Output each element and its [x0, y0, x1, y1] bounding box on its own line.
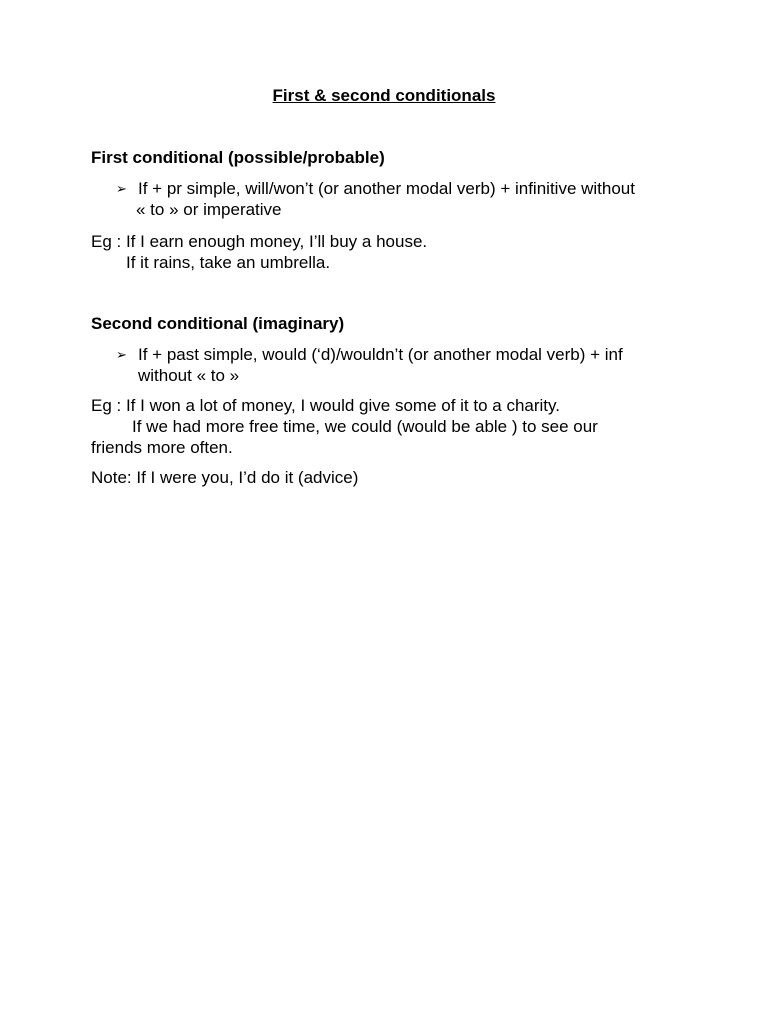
- rule-line: If + past simple, would (‘d)/wouldn’t (or another modal verb) + inf: [138, 345, 623, 364]
- example-line: Eg : If I won a lot of money, I would give some of it to a charity.: [91, 396, 560, 415]
- first-conditional-rule: [91, 178, 691, 220]
- example-line: Eg : If I earn enough money, I’ll buy a house.: [91, 232, 428, 251]
- example-line: If it rains, take an umbrella.: [126, 253, 331, 272]
- second-conditional-examples: [91, 395, 691, 458]
- rule-line: If + pr simple, will/won’t (or another modal verb) + infinitive without: [138, 179, 635, 198]
- rule-text: [138, 344, 678, 386]
- page-title: First & second conditionals: [272, 86, 496, 105]
- arrow-bullet-icon: ➢: [116, 181, 127, 196]
- first-conditional-section: [91, 147, 691, 273]
- rule-line: without « to »: [138, 366, 240, 385]
- example-line: If we had more free time, we could (would be able ) to see our: [132, 417, 598, 436]
- second-conditional-heading: Second conditional (imaginary): [91, 314, 345, 333]
- second-conditional-section: [91, 313, 691, 488]
- rule-text: [138, 178, 678, 220]
- note-line: Note: If I were you, I’d do it (advice): [91, 468, 359, 487]
- example-line: friends more often.: [91, 438, 233, 457]
- rule-line: « to » or imperative: [136, 200, 282, 219]
- first-conditional-examples: [91, 231, 691, 273]
- second-conditional-rule: [91, 344, 691, 386]
- arrow-bullet-icon: ➢: [116, 347, 127, 362]
- first-conditional-heading: First conditional (possible/probable): [91, 148, 385, 167]
